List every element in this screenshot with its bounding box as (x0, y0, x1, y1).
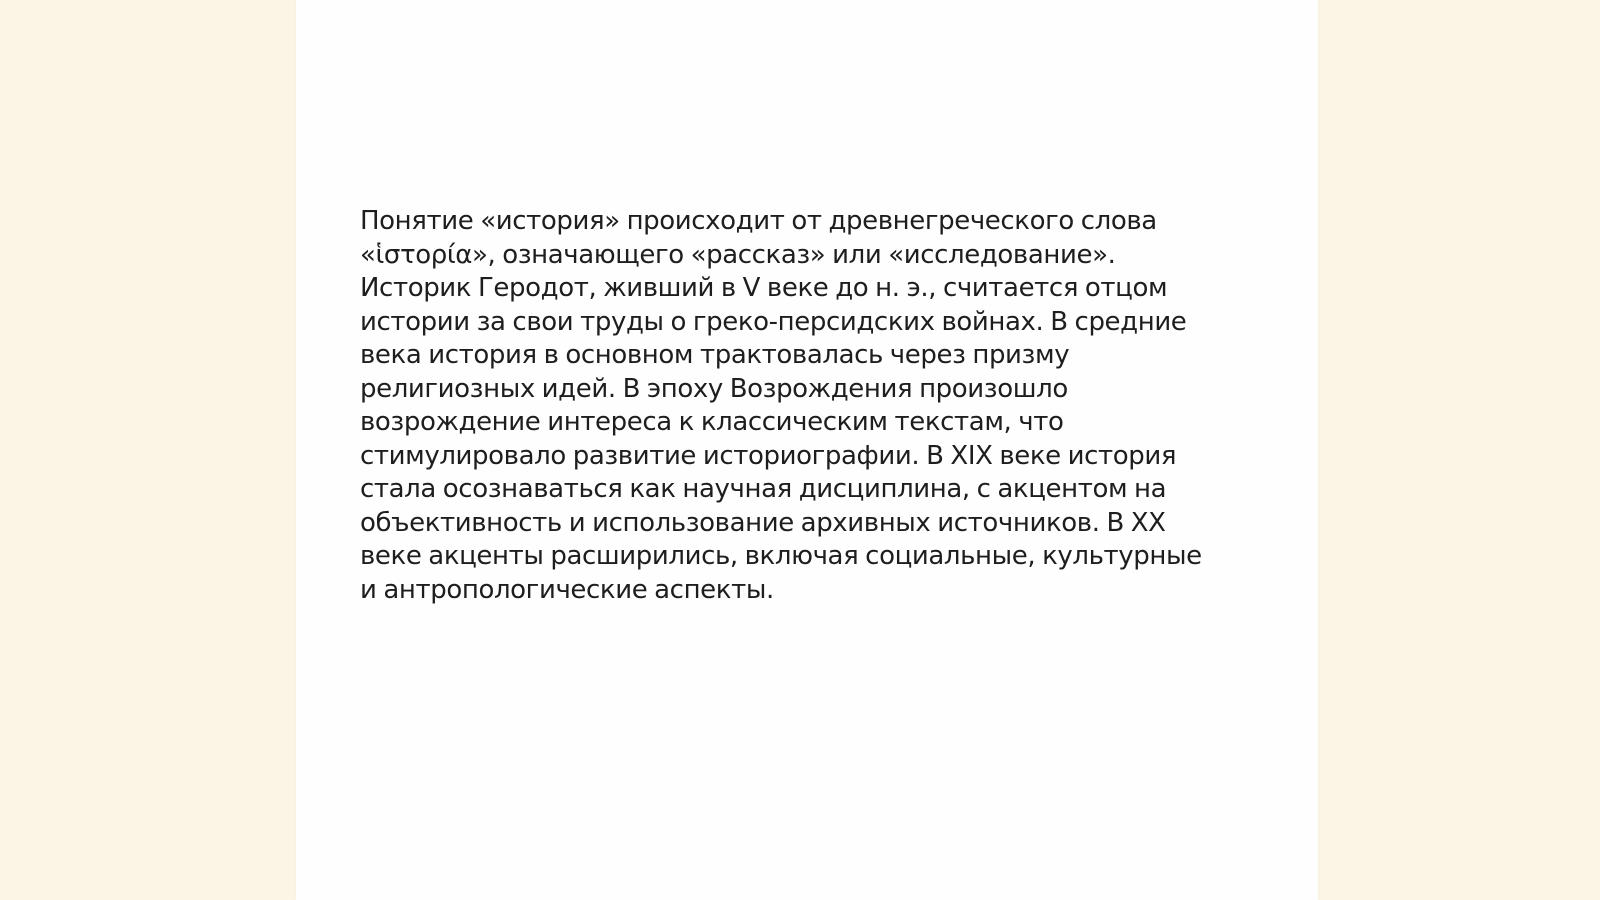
text-line: Историк Геродот, живший в V веке до н. э., считается отцом (360, 273, 1168, 303)
text-line: возрождение интереса к классическим текстам, что (360, 407, 1064, 437)
text-line: объективность и использование архивных источников. В XX (360, 507, 1166, 538)
text-line: стала осознаваться как научная дисциплина, с акцентом на (360, 474, 1167, 504)
text-line: стимулировало развитие историографии. В XIX веке история (360, 440, 1177, 471)
text-line: истории за свои труды о греко-персидских войнах. В средние (360, 306, 1187, 337)
text-line: века история в основном трактовалась через призму (360, 340, 1070, 370)
text-line: и антропологические аспекты. (360, 574, 774, 605)
text-line: Понятие «история» происходит от древнегреческого слова (360, 206, 1157, 236)
slide-page (296, 0, 1318, 900)
text-line: религиозных идей. В эпоху Возрождения произошло (360, 373, 1068, 404)
body-text (360, 205, 1260, 607)
text-line: веке акценты расширились, включая социальные, культурные (360, 541, 1202, 571)
left-margin-background (0, 0, 296, 900)
right-margin-background (1318, 0, 1600, 900)
text-line: «ἱστορία», означающего «рассказ» или «исследование». (360, 239, 1116, 270)
